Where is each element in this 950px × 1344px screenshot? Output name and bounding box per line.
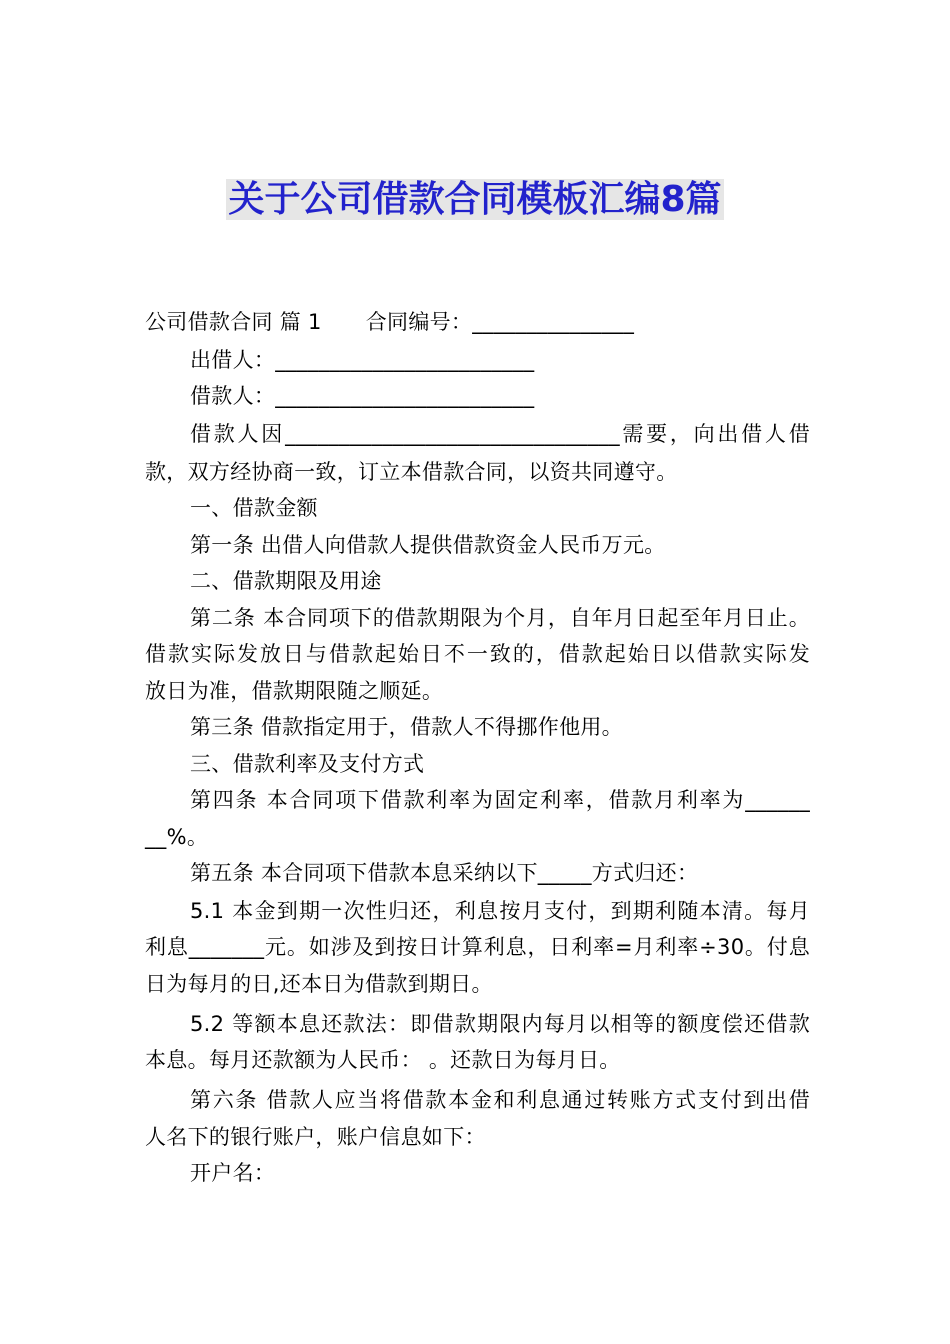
paragraph-line: 第二条 本合同项下的借款期限为个月，自年月日起至年月日止。: [190, 606, 810, 630]
paragraph-line: 借款实际发放日与借款起始日不一致的，借款起始日以借款实际发: [145, 642, 810, 666]
paragraph-line: 5.2 等额本息还款法：即借款期限内每月以相等的额度偿还借款: [190, 1012, 810, 1036]
paragraph-line: 第一条 出借人向借款人提供借款资金人民币万元。: [190, 533, 666, 557]
paragraph-line: 放日为准，借款期限随之顺延。: [145, 679, 444, 703]
contract-name: 公司借款合同 篇 1: [145, 310, 322, 334]
paragraph-line: 借款人因_______________________________需要，向出借人借: [190, 422, 810, 446]
section-heading: 二、借款期限及用途: [190, 569, 382, 593]
paragraph-line: 第五条 本合同项下借款本息采纳以下_____方式归还：: [190, 861, 699, 885]
contract-number-field: 合同编号：_______________: [365, 310, 635, 334]
paragraph-line: __%。: [145, 825, 209, 849]
paragraph-line: 人名下的银行账户，账户信息如下：: [145, 1125, 486, 1149]
account-name-field: 开户名：: [190, 1161, 276, 1185]
paragraph-line: 款，双方经协商一致，订立本借款合同，以资共同遵守。: [145, 460, 678, 484]
section-heading: 三、借款利率及支付方式: [190, 752, 425, 776]
paragraph-line: 第三条 借款指定用于，借款人不得挪作他用。: [190, 715, 623, 739]
document-title: [0, 176, 950, 224]
lender-field: 出借人：________________________: [190, 348, 535, 372]
paragraph-line: 5.1 本金到期一次性归还，利息按月支付，到期利随本清。每月: [190, 899, 810, 923]
paragraph-line: 日为每月的日,还本日为借款到期日。: [145, 972, 493, 996]
paragraph-line: 第六条 借款人应当将借款本金和利息通过转账方式支付到出借: [190, 1088, 810, 1112]
contract-heading-line: [145, 307, 810, 337]
section-heading: 一、借款金额: [190, 496, 318, 520]
borrower-field: 借款人：________________________: [190, 384, 535, 408]
document-title-text: 关于公司借款合同模板汇编8篇: [228, 179, 722, 220]
paragraph-line: 第四条 本合同项下借款利率为固定利率，借款月利率为______: [190, 788, 810, 812]
paragraph-line: 利息_______元。如涉及到按日计算利息，日利率=月利率÷30。付息: [145, 935, 810, 959]
paragraph-line: 本息。每月还款额为人民币： 。还款日为每月日。: [145, 1048, 621, 1072]
